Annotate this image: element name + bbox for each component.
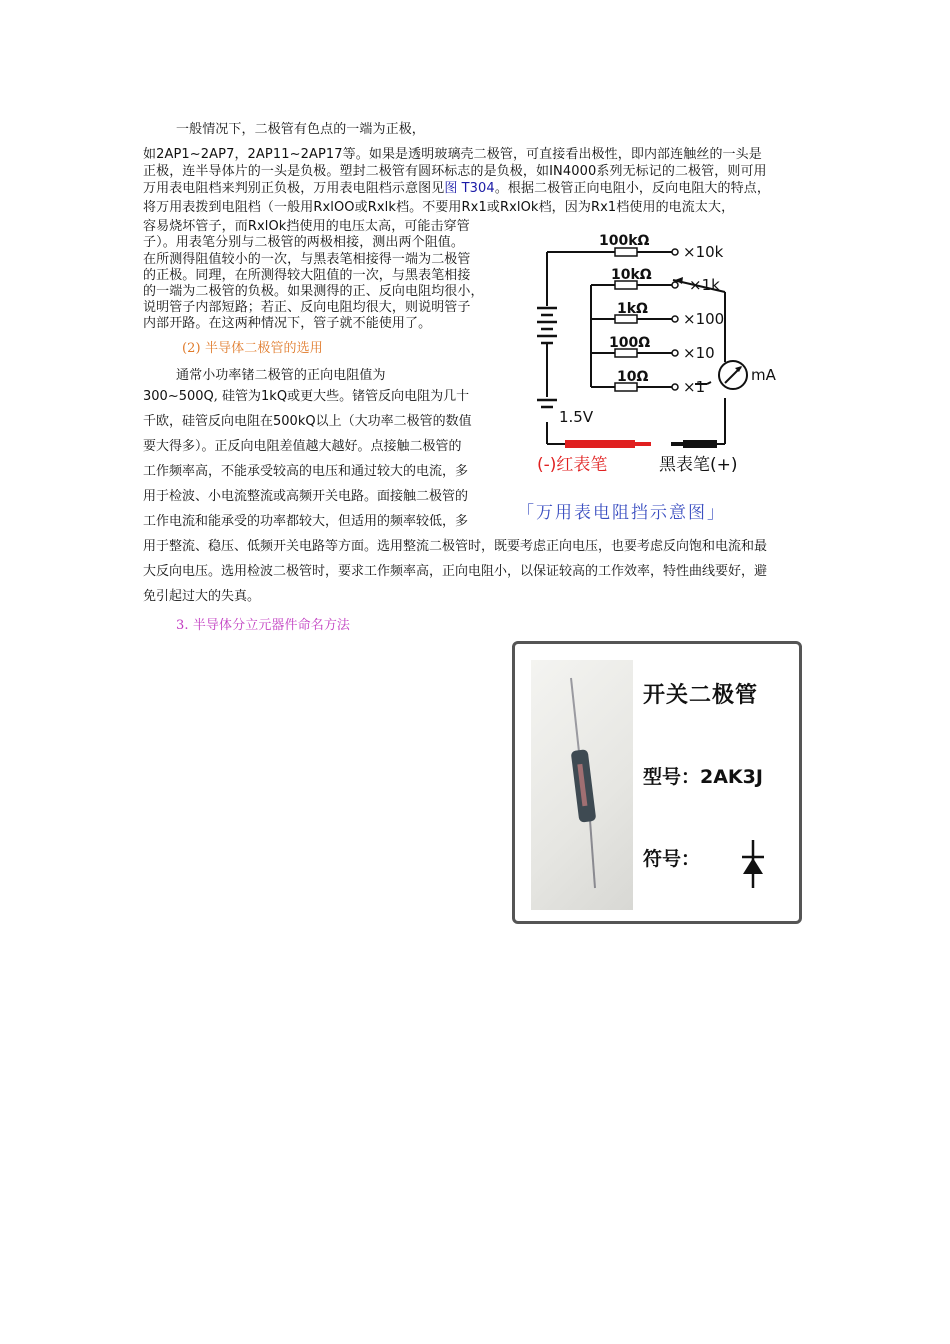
resistor-label-5: 10Ω (617, 369, 649, 385)
para2-line6: 用于检波、小电流整流或高频开关电路。面接触二极管的 (143, 489, 469, 504)
resistor-label-1: 100kΩ (599, 233, 650, 249)
para2-line1: 通常小功率锗二极管的正向电阻值为 (176, 368, 386, 383)
range-label-3: ×100 (683, 310, 725, 328)
resistor-label-3: 1kΩ (617, 301, 648, 317)
diode-symbol-icon (739, 840, 767, 888)
para1-line11: 说明管子内部短路；若正、反向电阻均很大，则说明管子 (143, 300, 471, 315)
para2-line3: 千欧，硅管反向电阻在500kQ以上（大功率二极管的数值 (143, 414, 472, 429)
para2-line7: 工作电流和能承受的功率都较大，但适用的频率较低，多 (143, 514, 469, 529)
para1-line5: 将万用表拨到电阻档（一般用RxlOO或Rxlk档。不要用Rx1或RxlOk档，因为Rx1档使用的电流太大， (143, 200, 735, 215)
para1-line10: 的一端为二极管的负极。如果测得的正、反向电阻均很小， (143, 284, 484, 299)
meter-label: mA (751, 366, 776, 384)
para1-line4: 万用表电阻档来判别正负极，万用表电阻档示意图见图 T304。根据二极管正向电阻小，反向电阻大的特点， (143, 181, 770, 196)
photo-symbol-label: 符号： (643, 848, 701, 870)
diagram-caption: 「万用表电阻挡示意图」 (517, 503, 726, 523)
para1-line1: 一般情况下，二极管有色点的一端为正极， (176, 122, 425, 137)
para1-line9: 的正极。同理，在所测得较大阻值的一次，与黑表笔相接 (143, 268, 471, 283)
para2-line5: 工作频率高，不能承受较高的电压和通过较大的电流，多 (143, 464, 469, 479)
range-label-1: ×10k (683, 243, 724, 261)
diode-photo (531, 660, 633, 910)
range-label-2: ×1k (689, 276, 720, 294)
diode-photo-card (512, 641, 802, 924)
para2-line8: 用于整流、稳压、低频开关电路等方面。选用整流二极管时，既要考虑正向电压，也要考虑反向饱和电流和最 (143, 539, 768, 554)
range-label-4: ×10 (683, 344, 715, 362)
para1-line12: 内部开路。在这两种情况下，管子就不能使用了。 (143, 316, 432, 331)
photo-title: 开关二极管 (643, 683, 759, 708)
diode-icon (531, 660, 633, 910)
para1-line8: 在所测得阻值较小的一次，与黑表笔相接得一端为二极管 (143, 252, 471, 267)
para2-line9: 大反向电压。选用检波二极管时，要求工作频率高，正向电阻小，以保证较高的工作效率，特性曲线要好，避 (143, 564, 768, 579)
red-probe (565, 440, 635, 448)
range-label-5: ×1 (683, 378, 706, 396)
resistor-label-2: 10kΩ (611, 267, 652, 283)
para1-line7: 子）。用表笔分别与二极管的两极相接，测出两个阻值。 (143, 235, 465, 250)
black-probe (683, 440, 717, 448)
figure-link[interactable]: 图 T304 (444, 181, 495, 196)
photo-model: 型号：2AK3J (643, 766, 763, 788)
black-probe-label: 黑表笔(+) (659, 455, 738, 475)
para2-line4: 要大得多）。正反向电阻差值越大越好。点接触二极管的 (143, 439, 462, 454)
para2-line2: 300~500Q, 硅管为1kQ或更大些。锗管反向电阻为几十 (143, 389, 470, 404)
section-heading-naming: 3. 半导体分立元器件命名方法 (176, 618, 351, 633)
red-probe-label: (-)红表笔 (537, 455, 608, 475)
multimeter-resistance-diagram (525, 222, 805, 482)
para2-line10: 免引起过大的失真。 (143, 589, 261, 604)
para1-line3: 正极，连半导体片的一头是负极。塑封二极管有圆环标志的是负极，如IN4000系列无标记的二极管，则可用 (143, 164, 767, 179)
section-heading-diode-selection: (2) 半导体二极管的选用 (182, 341, 323, 356)
para1-line6: 容易烧坏管子，而RxlOk挡使用的电压太高，可能击穿管 (143, 219, 470, 234)
battery-label: 1.5V (559, 408, 594, 426)
resistor-label-4: 100Ω (609, 335, 651, 351)
para1-line2: 如2AP1~2AP7，2AP11~2AP17等。如果是透明玻璃壳二极管，可直接看出极性，即内部连触丝的一头是 (143, 147, 762, 162)
